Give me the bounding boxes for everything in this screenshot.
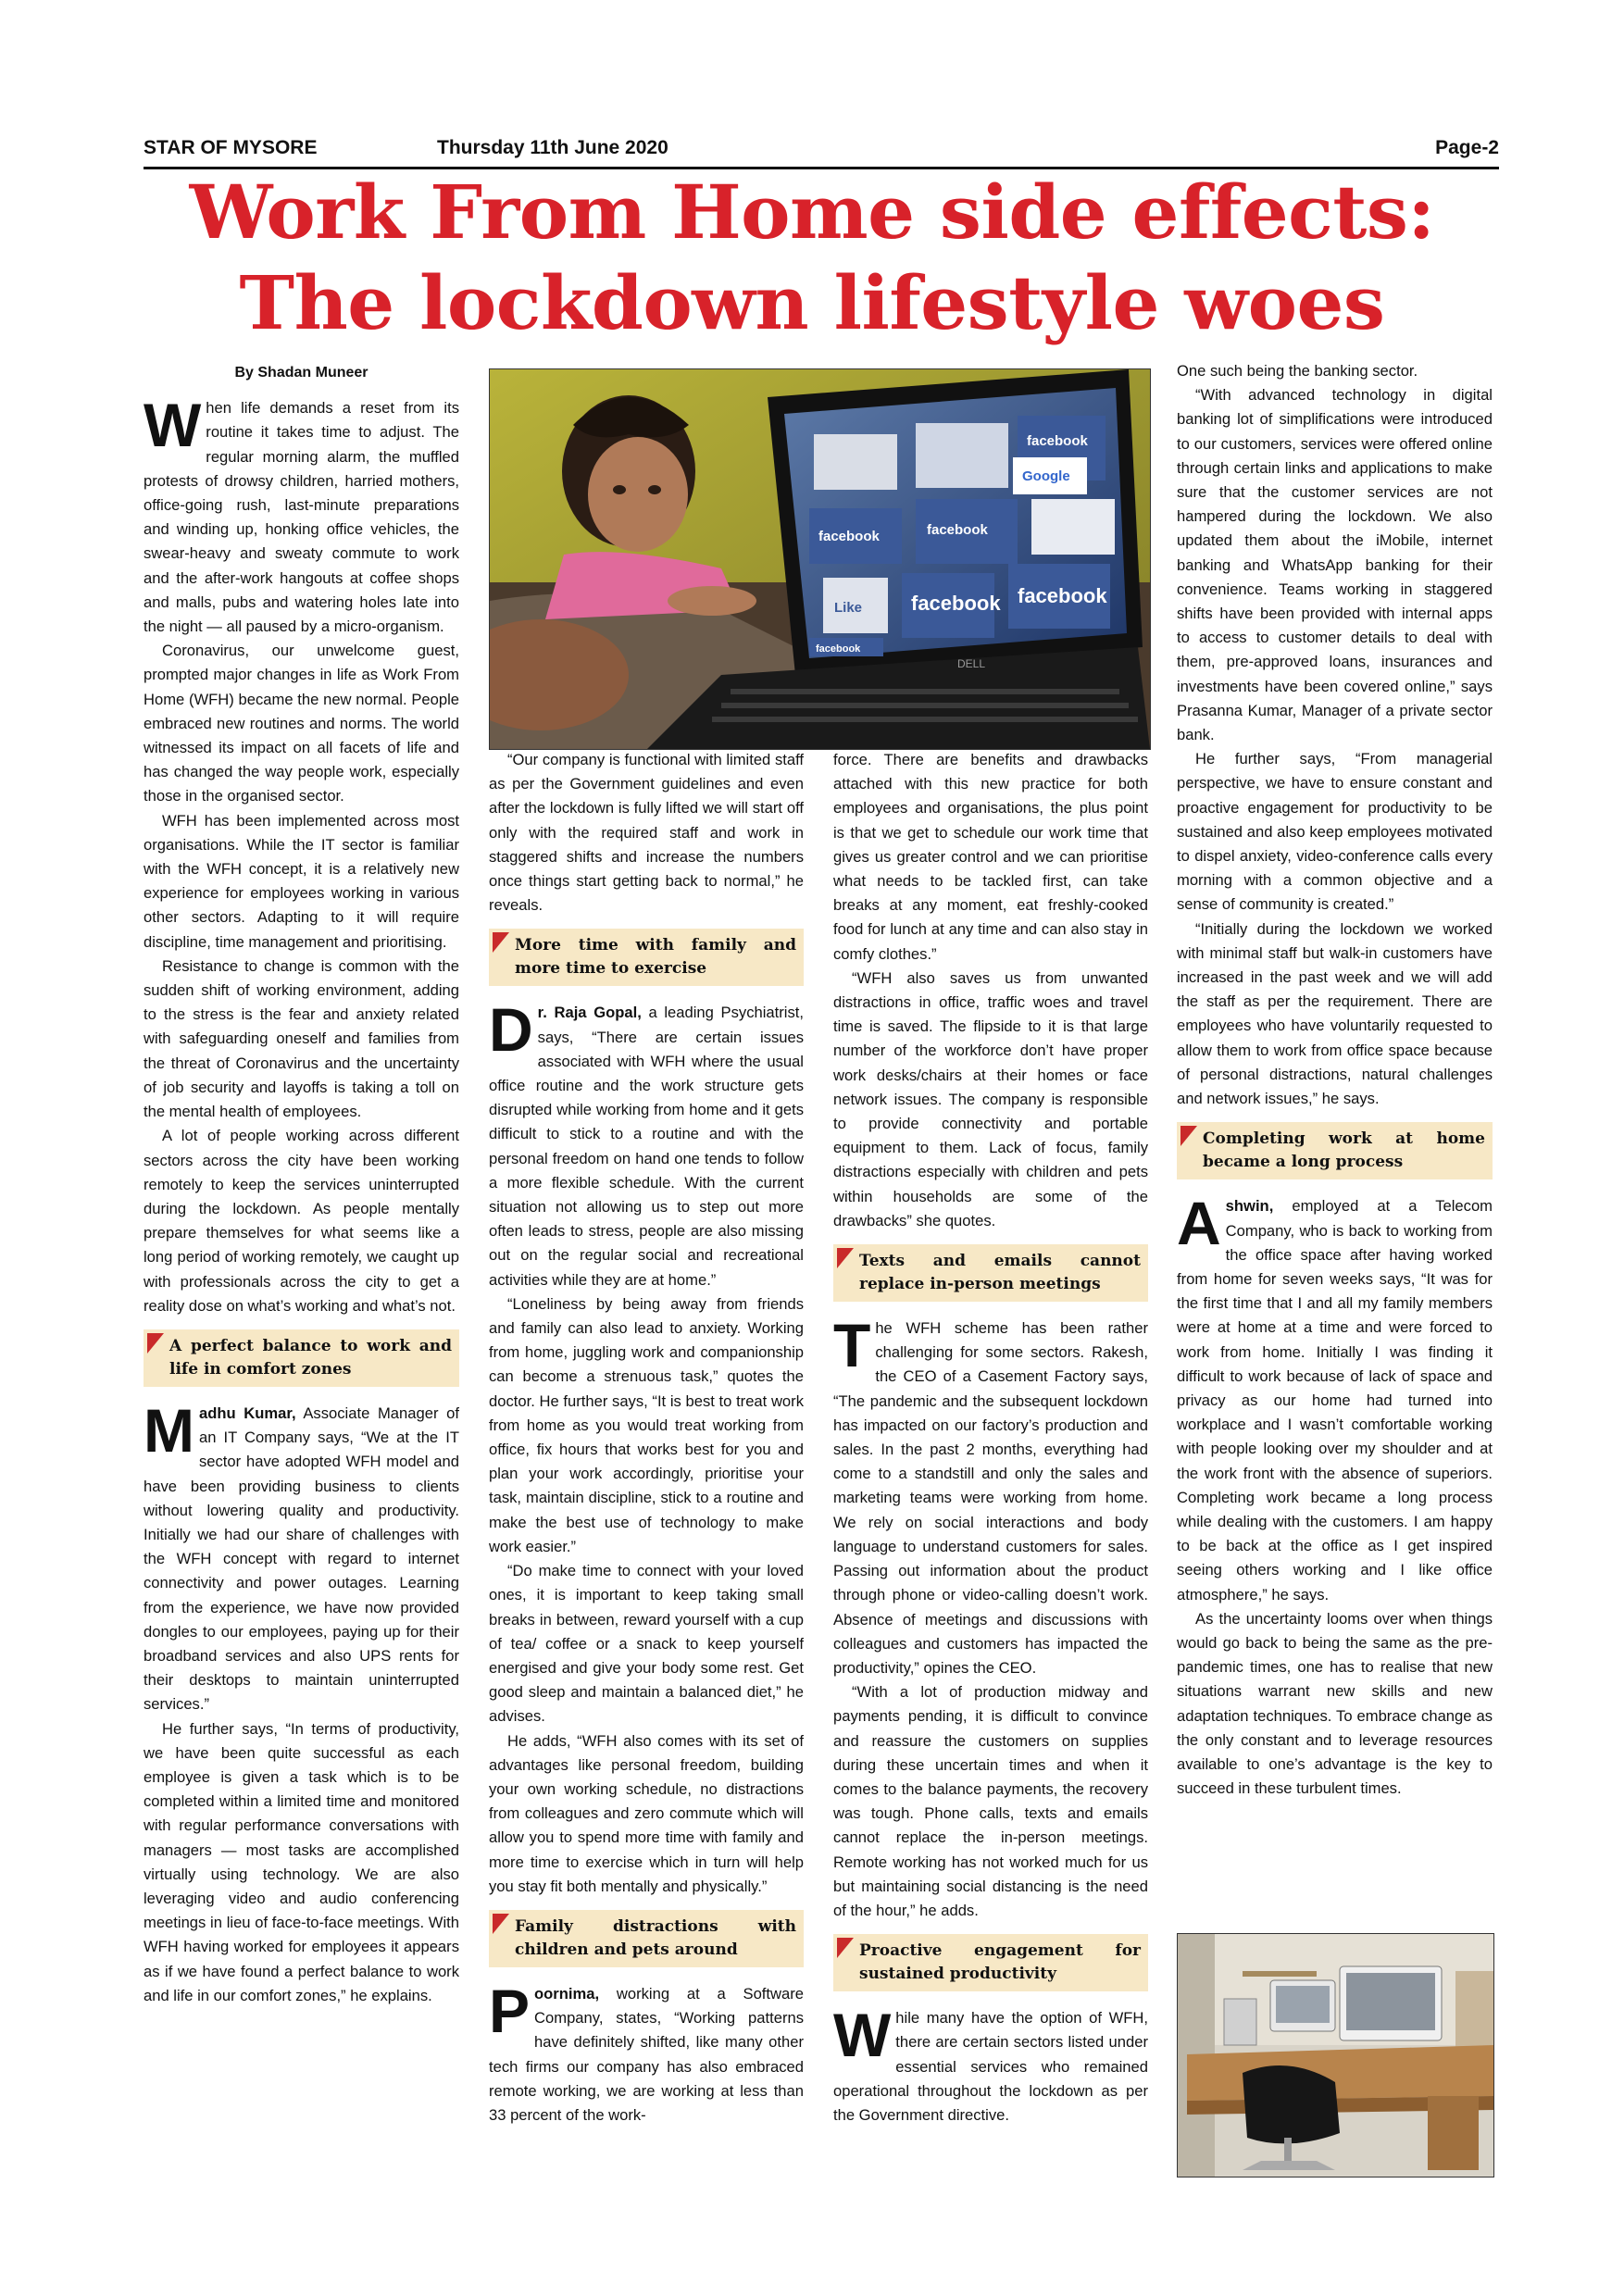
screen-tile: facebook [927, 522, 988, 538]
screen-tile: Like [834, 600, 863, 616]
person-name: shwin, [1225, 1197, 1274, 1216]
screen-tile: facebook [816, 643, 861, 655]
paragraph-text: working at a Software Company, states, “Working patterns have definitely shifted, like many other tech firms our company has also embraced remote working, we are working at less than 33 percent of the work- [489, 1984, 804, 2124]
subheading: A perfect balance to work and life in comfort zones [144, 1329, 459, 1387]
photo-home-office [1177, 1933, 1494, 2177]
column-2 [489, 748, 804, 2128]
drop-cap: P [489, 1976, 531, 2045]
paragraph: Resistance to change is common with the sudden shift of working environment, adding to the stress is the fear and anxiety related with safeguarding oneself and families from the threat of Coronavirus and the uncertainty of job security and layoffs is taking a toll on the mental health of employees. [144, 956, 459, 1121]
paragraph: He further says, “In terms of productivity, we have been quite successful as each employee is given a task which is to be completed within a limited time and monitored with regular performance conversations with managers — most tasks are accomplished virtually using technology. We are also leveraging video and audio conferencing meetings in lieu of face-to-face meetings. With WFH having worked for employees it appears as if we have found a perfect balance to work and life in our comfort zones,” he explains. [144, 1719, 459, 2004]
paragraph: “Do make time to connect with your loved ones, it is important to keep taking small breaks in between, reward yourself with a cup of tea/ coffee or a snack to keep yourself energised and give your body some rest. Get good sleep and maintain a balanced diet,” he advises. [489, 1562, 804, 1726]
paragraph: Coronavirus, our unwelcome guest, prompted major changes in life as Work From Home (WFH) became the new normal. People embraced new routines and norms. The world witnessed its impact on all facets of life and has changed the way people work, especially those in the organised sector. [144, 642, 459, 805]
headline-line-1: Work From Home side effects: [189, 168, 1435, 256]
paragraph-text: a leading Psychiatrist, says, “There are certain issues associated with WFH where the usual office routine and the work structure gets disrupted while working from home and it gets difficult to stick to a routine and with the personal freedom on hand one tends to follow a more flexible schedule. With the current situation not allowing us to step out more often leads to stress, people are also missing out on the regular social and recreational activities while they are at home.” [489, 1004, 804, 1289]
paragraph [833, 2001, 1148, 2128]
paragraph [144, 1395, 459, 1717]
paragraph-text: employed at a Telecom Company, who is back to working from the office space after having worked from home for seven weeks says, “It was for the first time that I and all my family members were at home at a time and were forced to work from home. Initially I was finding it difficult to work because of lack of space and privacy as our home had turned into workplace and I wasn’t comfortable working with people looking over my shoulder and at the work front with the absence of superiors. Completing work became a long process while dealing with the customers. I am happy to be back at the office as I get inspired seeing others working and I like office atmosphere,” he says. [1177, 1197, 1493, 1603]
drop-cap: D [489, 995, 533, 1065]
screen-tile: facebook [818, 529, 880, 544]
paragraph-text: hen life demands a reset from its routine it takes time to adjust. The regular morning alarm, the muffled protests of drowsy children, harried mothers, office-going rush, last-minute preparations and winding up, honking office vehicles, the swear-heavy and sweaty commute to work and the after-work hangouts at coffee shops and malls, pubs and watering holes late into the night — all paused by a micro-organism. [144, 399, 459, 636]
person-name: r. Raja Gopal, [537, 1004, 642, 1022]
paragraph: “With advanced technology in digital banking lot of simplifications were introduced to our customers, services were offered online through certain links and applications to make sure that the customer services are not hampered during the lockdown. We also updated them about the iMobile, internet banking and WhatsApp banking for their convenience. Teams working in staggered shifts have been provided with internal apps to access to customer details to deal with them, pre-approved loans, insurances and investments have been covered online,” says Prasanna Kumar, Manager of a private sector bank. [1177, 386, 1493, 744]
subheading: More time with family and more time to exercise [489, 929, 804, 986]
issue-date: Thursday 11th June 2020 [437, 137, 668, 158]
subheading: Texts and emails cannot replace in-person meetings [833, 1244, 1148, 1302]
headline [120, 167, 1504, 348]
paragraph [144, 391, 459, 639]
subheading: Proactive engagement for sustained productivity [833, 1934, 1148, 1991]
drop-cap: M [144, 1395, 194, 1465]
paragraph [489, 1976, 804, 2128]
screen-tile: facebook [1027, 433, 1088, 449]
masthead [144, 135, 1499, 169]
paragraph: One such being the banking sector. [1177, 362, 1418, 380]
paragraph: As the uncertainty looms over when things would go back to being the same as the pre-pandemic times, one has to realise that new situations warrant new skills and new adaptation techniques. To embrace change as the only constant and to leverage resources available to one’s advantage is the key to succeed in these turbulent times. [1177, 1609, 1493, 1798]
column-1 [144, 361, 459, 2008]
paragraph: He adds, “WFH also comes with its set of advantages like personal freedom, building your own working schedule, no distractions from colleagues and zero commute which will allow you to spend more time with family and more time to exercise which in turn will help you stay fit both mentally and physically.” [489, 1731, 804, 1895]
paragraph: “With a lot of production midway and payments pending, it is difficult to convince and reassure the customers on supplies during these uncertain times and when it comes to the balance payments, the recovery was tough. Phone calls, texts and emails cannot replace the in-person meetings. Remote working has not worked much for us but maintaining social distancing is the need of the hour,” he adds. [833, 1683, 1148, 1919]
drop-cap: W [833, 2001, 892, 2070]
paragraph-text: he WFH scheme has been rather challenging for some sectors. Rakesh, the CEO of a Casement Factory says, “The pandemic and the subsequent lockdown has impacted on our factory’s production and sales. In the past 2 months, everything had come to a standstill and only the sales and marketing teams were working from home. We rely on social interactions and body language to understand customers for sales. Passing out information about the product through phone or video-calling doesn’t work. Absence of meetings and discussions with colleagues and customers has impacted the productivity,” opines the CEO. [833, 1319, 1148, 1677]
paragraph: A lot of people working across different sectors across the city have been working remotely to keep the services uninterrupted during the lockdown. As people mentally prepare themselves for what seems like a long period of working remotely, we caught up with professionals across the city to get a reality dose on what’s working and what’s not. [144, 1127, 459, 1315]
paragraph [833, 1311, 1148, 1680]
photo-home-office-image [1178, 1934, 1493, 2177]
paragraph: force. There are benefits and drawbacks attached with this new practice for both employees and organisations, the plus point is that we get to schedule our work time that gives us greater control and we can prioritise what needs to be tackled first, can take breaks at any moment, eat freshly-cooked food for lunch at any time and can also stay in comfy clothes.” [833, 751, 1148, 963]
byline: By Shadan Muneer [234, 365, 369, 381]
paragraph-text: hile many have the option of WFH, there are certain sectors listed under essential services who remained operational throughout the lockdown as per the Government directive. [833, 2009, 1148, 2124]
paragraph: “Loneliness by being away from friends and family can also lead to anxiety. Working from home, juggling work and companionship can become a strenuous task,” quotes the doctor. He further says, “It is best to treat work from home as you would treat working from office, fix hours that works best for you and plan your work accordingly, prioritise your task, maintain discipline, stick to a routine and make the best use of technology to make work easier.” [489, 1294, 804, 1555]
drop-cap: W [144, 391, 202, 460]
paragraph: WFH has been implemented across most organisations. While the IT sector is familiar with the WFH concept, it is a relatively new experience for employees working in various other sectors. Adapting to it will require discipline, time management and prioritising. [144, 811, 459, 951]
subheading: Family distractions with children and pets around [489, 1910, 804, 1967]
subheading: Completing work at home became a long process [1177, 1122, 1493, 1179]
drop-cap: A [1177, 1189, 1221, 1258]
person-name: oornima, [534, 1984, 600, 2003]
screen-tile: facebook [1018, 584, 1107, 607]
page-number: Page-2 [1435, 137, 1499, 158]
paragraph: “Initially during the lockdown we worked with minimal staff but walk-in customers have increased in the past week and we will add the staff as per the requirement. There are employees who have voluntarily requested to allow them to work from office space because of personal distractions, natural challenges and network issues,” he says. [1177, 919, 1493, 1108]
paper-name: STAR OF MYSORE [144, 137, 318, 158]
column-4 [1177, 359, 1493, 1801]
person-name: adhu Kumar, [198, 1404, 296, 1422]
drop-cap: T [833, 1311, 871, 1380]
paragraph [1177, 1189, 1493, 1606]
paragraph-text: Associate Manager of an IT Company says, “We at the IT sector have adopted WFH model and have been providing business to clients without lowering quality and productivity. Initially we had our share of challenges with the WFH concept with regard to internet connectivity and power outages. Learning from the experience, we have now provided dongles to our employees, paying up for their broadband services and also UPS rents for their desktops to maintain uninterrupted services.” [144, 1404, 459, 1714]
laptop-brand: DELL [957, 657, 986, 670]
paragraph: He further says, “From managerial perspective, we have to ensure constant and proactive engagement for productivity to be sustained and also keep employees motivated to dispel anxiety, video-conference calls every morning with a common objective and a sense of community is created.” [1177, 750, 1493, 914]
paragraph: “WFH also saves us from unwanted distractions in office, traffic woes and travel time is saved. The flipside to it is that large number of the workforce don’t have proper work desks/chairs at their homes or face network issues. The company is responsible to provide connectivity and portable equipment to them. Lack of focus, family distractions especially with children and pets within households are some of the drawbacks” she quotes. [833, 968, 1148, 1229]
photo-child-laptop-image [490, 369, 1150, 749]
column-3 [833, 748, 1148, 2128]
headline-line-2: The lockdown lifestyle woes [239, 259, 1385, 346]
photo-child-laptop [489, 368, 1151, 750]
screen-tile: facebook [911, 592, 1001, 615]
paragraph [489, 995, 804, 1292]
screen-tile: Google [1022, 468, 1070, 484]
paragraph: “Our company is functional with limited staff as per the Government guidelines and even after the lockdown is fully lifted we will start off only with the required staff and work in staggered shifts and increase the numbers once things start getting back to normal,” he reveals. [489, 751, 804, 915]
